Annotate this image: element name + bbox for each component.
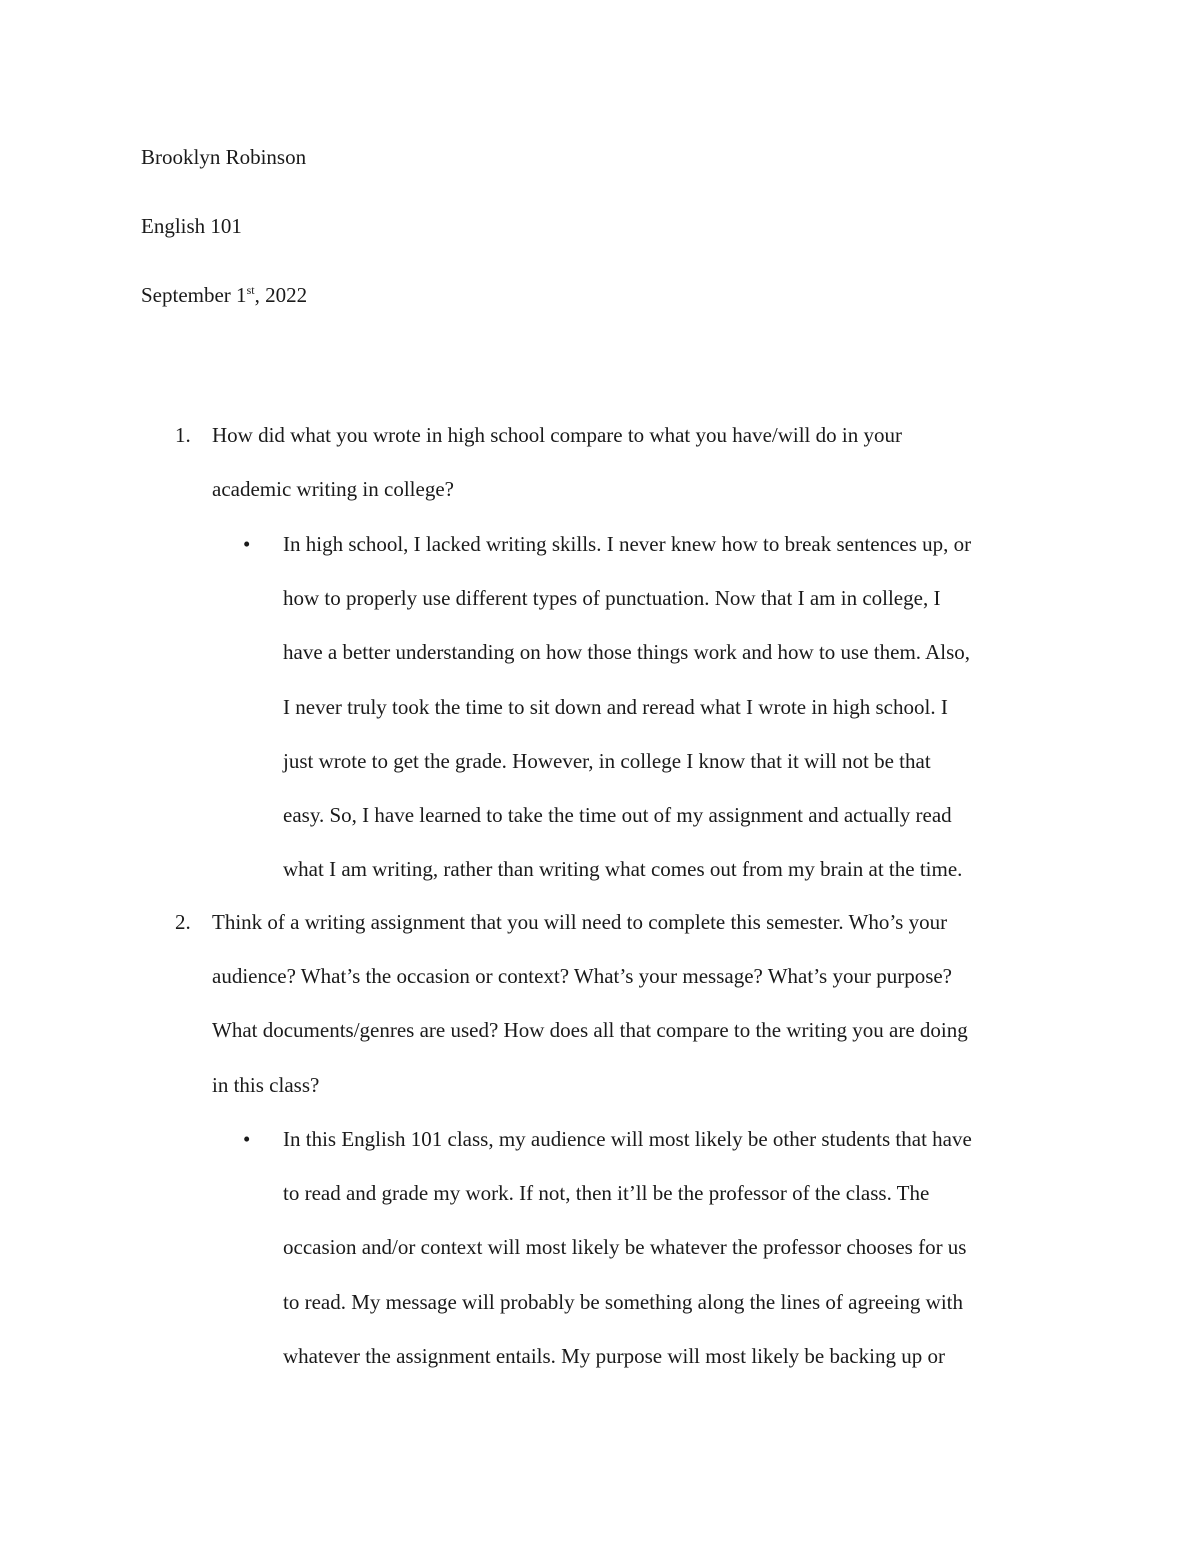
question-text	[212, 895, 1072, 1112]
text-line: to read. My message will probably be something along the lines of agreeing with	[283, 1289, 964, 1314]
text-line: In high school, I lacked writing skills. I never knew how to break sentences up, or	[283, 532, 972, 556]
text-line: what I am writing, rather than writing what comes out from my brain at the time.	[283, 857, 963, 882]
text-line: in this class?	[212, 1072, 320, 1097]
text-line: just wrote to get the grade. However, in college I know that it will not be that	[283, 748, 931, 773]
bullet-icon: •	[243, 1127, 251, 1151]
date-prefix: September 1	[141, 283, 247, 307]
text-line: how to properly use different types of punctuation. Now that I am in college, I	[283, 586, 941, 611]
date-year: , 2022	[254, 283, 308, 307]
item-number: 2.	[175, 910, 191, 934]
question-text	[212, 408, 1072, 516]
course-name: English 101	[141, 214, 242, 238]
text-line: academic writing in college?	[212, 477, 454, 502]
document-date	[141, 283, 307, 307]
text-line: easy. So, I have learned to take the time out of my assignment and actually read	[283, 803, 952, 828]
text-line: In this English 101 class, my audience will most likely be other students that have	[283, 1127, 972, 1151]
text-line: Think of a writing assignment that you will need to complete this semester. Who’s your	[212, 910, 948, 934]
text-line: I never truly took the time to sit down and reread what I wrote in high school. I	[283, 694, 948, 719]
text-line: have a better understanding on how those things work and how to use them. Also,	[283, 640, 971, 665]
date-ordinal-suffix: st	[246, 283, 255, 297]
item-number: 1.	[175, 423, 191, 447]
text-line: How did what you wrote in high school compare to what you have/will do in your	[212, 423, 902, 447]
bullet-icon: •	[243, 532, 251, 556]
text-line: whatever the assignment entails. My purpose will most likely be backing up or	[283, 1343, 945, 1368]
text-line: audience? What’s the occasion or context? What’s your message? What’s your purpose?	[212, 964, 953, 989]
text-line: What documents/genres are used? How does all that compare to the writing you are doing	[212, 1018, 968, 1043]
text-line: occasion and/or context will most likely be whatever the professor chooses for us	[283, 1235, 967, 1260]
answer-text	[283, 1112, 1073, 1383]
author-name: Brooklyn Robinson	[141, 145, 307, 169]
text-line: to read and grade my work. If not, then it’ll be the professor of the class. The	[283, 1181, 930, 1206]
answer-text	[283, 517, 1073, 896]
